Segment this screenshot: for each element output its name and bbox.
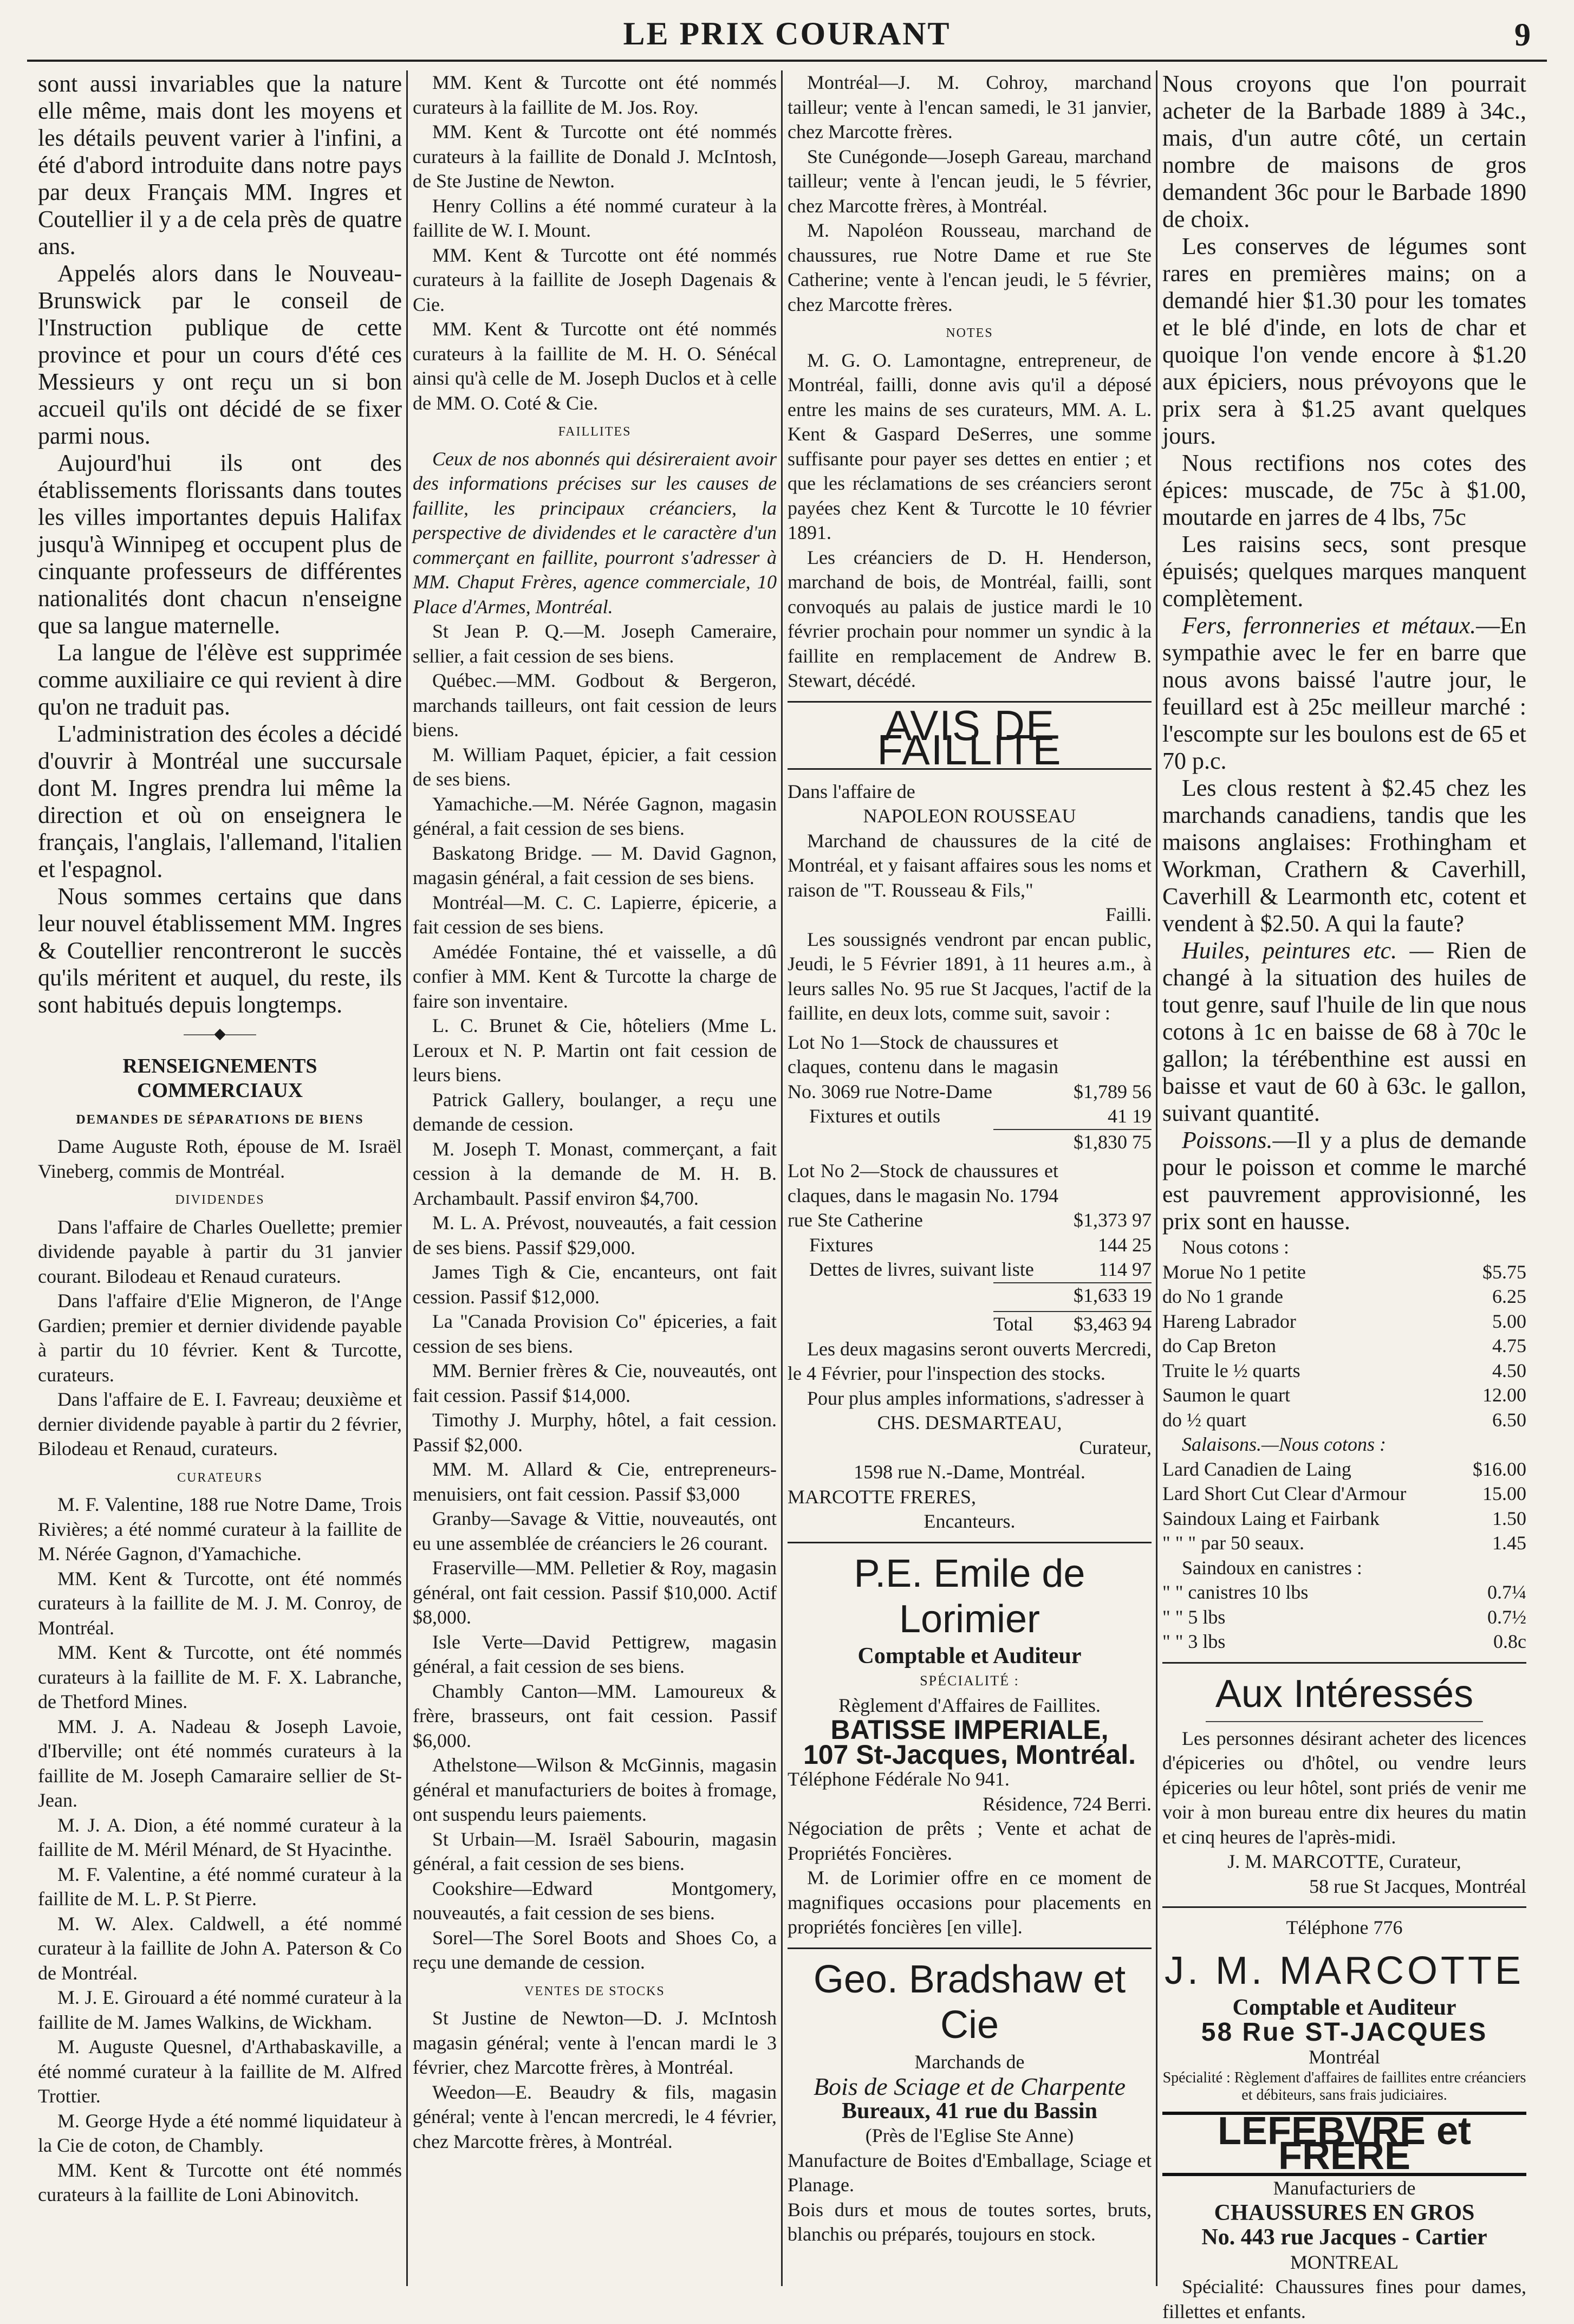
ad-role: Marchands de bbox=[914, 2050, 1025, 2073]
ad-body: Les personnes désirant acheter des licences d'épiceries ou d'hôtel, ou vendre leurs épiceries ou leur hôtel, sont priés de venir me voir à mon bureau entre dix heures du matin et cinq heures de l'après-midi. bbox=[1162, 1727, 1526, 1848]
ad-name: LEFEBVRE et FRERE bbox=[1162, 2112, 1526, 2176]
notice-item: M. William Paquet, épicier, a fait cession de ses biens. bbox=[413, 743, 777, 790]
divider bbox=[788, 1542, 1152, 1543]
price-item-value: 0.7½ bbox=[1487, 1606, 1526, 1628]
lot-row bbox=[788, 1257, 1152, 1282]
ad-city: Montréal bbox=[1309, 2046, 1380, 2068]
notice-item: St Justine de Newton—D. J. McIntosh magasin général; vente à l'encan mardi le 3 février, chez Marcotte frères, à Montréal. bbox=[413, 2007, 777, 2078]
paragraph-lead: Poissons. bbox=[1182, 1127, 1273, 1153]
price-item-name: do Cap Breton bbox=[1162, 1335, 1276, 1356]
article-paragraph bbox=[1162, 937, 1526, 1127]
ad-line: Règlement d'Affaires de Faillites. bbox=[838, 1694, 1101, 1716]
notice-item: M. George Hyde a été nommé liquidateur à la Cie de coton, de Chambly. bbox=[38, 2109, 402, 2156]
ad-lorimier bbox=[788, 1551, 1152, 1940]
curateur-name: CHS. DESMARTEAU, bbox=[877, 1412, 1062, 1433]
ad-city: MONTREAL bbox=[1290, 2251, 1399, 2273]
ad-specialite: Spécialité: Chaussures fines pour dames, fillettes et enfants. bbox=[1162, 2276, 1526, 2322]
subsection-heading: CURATEURS bbox=[177, 1470, 263, 1485]
ad-item: CHAUSSURES EN GROS bbox=[1214, 2200, 1475, 2225]
lot-1 bbox=[788, 1030, 1152, 1155]
column-rule bbox=[406, 70, 408, 2286]
ad-interesses bbox=[1162, 1671, 1526, 1899]
price-item-name: Lard Short Cut Clear d'Armour bbox=[1162, 1483, 1407, 1504]
price-item-name: Saindoux Laing et Fairbank bbox=[1162, 1507, 1380, 1529]
price-row bbox=[1162, 1334, 1526, 1359]
notice-item: M. Joseph T. Monast, commerçant, a fait cession à la demande de M. H. B. Archambault. Passif environ $4,700. bbox=[413, 1138, 777, 1209]
grand-total-label: Total bbox=[993, 1313, 1033, 1335]
notice-item: MM. Kent & Turcotte ont été nommés curateurs à la faillite de Joseph Dagenais & Cie. bbox=[413, 244, 777, 315]
lot-label: Lot No 1—Stock de chaussures et claques, contenu dans le magasin No. 3069 rue Notre-Dame bbox=[788, 1031, 1058, 1102]
price-row bbox=[1162, 1482, 1526, 1507]
price-item-value: 15.00 bbox=[1482, 1483, 1526, 1504]
paragraph-body: — Rien de changé à la situation des huiles de tout genre, sauf l'huile de lin que nous cotons à 1c en baisse de 68 à 70c le gallon; la térébenthine est aussi en baisse et vaut de 60 à 63c. le gallon, suivant quantité. bbox=[1162, 937, 1527, 1126]
price-item-value: 4.75 bbox=[1492, 1335, 1526, 1356]
ad-signature: J. M. MARCOTTE, Curateur, bbox=[1227, 1851, 1461, 1872]
avis-name: NAPOLEON ROUSSEAU bbox=[863, 805, 1076, 827]
lot-amount: 114 97 bbox=[1098, 1258, 1152, 1280]
ad-role: Manufacturiers de bbox=[1273, 2177, 1416, 2199]
ad-negociation: Négociation de prêts ; Vente et achat de Propriétés Foncières. bbox=[788, 1817, 1152, 1864]
notice-item: St Jean P. Q.—M. Joseph Cameraire, sellier, a fait cession de ses biens. bbox=[413, 620, 777, 667]
ad-bradshaw bbox=[788, 1957, 1152, 2247]
ad-address: Bureaux, 41 rue du Bassin bbox=[842, 2098, 1097, 2124]
notice-item: La "Canada Provision Co" épiceries, a fait cession de ses biens. bbox=[413, 1310, 777, 1357]
article-paragraph: Aujourd'hui ils ont des établissements florissants dans toutes les villes importantes depuis Halifax jusqu'à Winnipeg et occupent plus de cinquante professeurs de différentes nationalités dont chacun n'enseigne que sa langue maternelle. bbox=[38, 450, 402, 639]
ad-name: Geo. Bradshaw et Cie bbox=[813, 1957, 1126, 2047]
notice-item: Timothy J. Murphy, hôtel, a fait cession. Passif $2,000. bbox=[413, 1409, 777, 1456]
notice-item: Cookshire—Edward Montgomery, nouveautés, a fait cession de ses biens. bbox=[413, 1877, 777, 1924]
notice-item: MM. Kent & Turcotte ont été nommés curateurs à la faillite de Donald J. McIntosh, de Ste Justine de Newton. bbox=[413, 121, 777, 192]
price-row bbox=[1162, 1580, 1526, 1605]
notice-item: Sorel—The Sorel Boots and Shoes Co, a reçu une demande de cession. bbox=[413, 1926, 777, 1973]
newspaper-title: LE PRIX COURANT bbox=[623, 16, 951, 51]
price-item-value: $5.75 bbox=[1482, 1261, 1526, 1283]
paragraph-body: —En sympathie avec le fer en barre que nous avons baissé l'autre jour, le feuillard est à 25c meilleur marché : l'escompte sur les boulons est de 65 et 70 p.c. bbox=[1162, 612, 1526, 774]
notice-item: Québec.—MM. Godbout & Bergeron, marchands tailleurs, ont fait cession de leurs biens. bbox=[413, 670, 777, 741]
price-item-name: " " 3 lbs bbox=[1162, 1631, 1226, 1652]
price-item-value: 1.50 bbox=[1492, 1507, 1526, 1529]
price-item-value: 0.8c bbox=[1493, 1631, 1526, 1652]
lot-amount: $1,789 56 bbox=[1074, 1080, 1152, 1102]
ad-item: Bois de Sciage et de Charpente bbox=[813, 2073, 1126, 2100]
price-item-value: 4.50 bbox=[1492, 1359, 1526, 1381]
price-item-name: Morue No 1 petite bbox=[1162, 1261, 1306, 1283]
lot-row bbox=[788, 1233, 1152, 1258]
ad-specialite: Spécialité : Règlement d'affaires de faillites entre créanciers et débiteurs, sans frais judiciaires. bbox=[1162, 2069, 1526, 2104]
ad-specialite: SPÉCIALITÉ : bbox=[920, 1673, 1019, 1689]
price-item-name: Saumon le quart bbox=[1162, 1384, 1290, 1406]
avis-title: AVIS DE FAILLITE bbox=[788, 713, 1152, 770]
notice-item: M. L. A. Prévost, nouveautés, a fait cession de ses biens. Passif $29,000. bbox=[413, 1212, 777, 1258]
ad-name: P.E. Emile de Lorimier bbox=[854, 1552, 1085, 1641]
avis-failli: Failli. bbox=[1105, 904, 1152, 925]
notice-item: Dans l'affaire de Charles Ouellette; premier dividende payable à partir du 31 janvier courant. Bilodeau et Renaud curateurs. bbox=[38, 1216, 402, 1287]
notice-item: Les créanciers de D. H. Henderson, marchand de bois, de Montréal, failli, sont convoqués au palais de justice mardi le 10 février prochain pour nommer un syndic à la faillite en remplacement de Andrew B. Stewart, décédé. bbox=[788, 546, 1152, 691]
ad-role: Comptable et Auditeur bbox=[1232, 1995, 1456, 2020]
avis-paragraph: Pour plus amples informations, s'adresser à bbox=[807, 1387, 1144, 1409]
page-header bbox=[27, 11, 1547, 62]
ad-telephone: Téléphone 776 bbox=[1286, 1917, 1403, 1938]
page-number: 9 bbox=[1514, 17, 1531, 53]
avis-body: Les soussignés vendront par encan public, Jeudi, le 5 Février 1891, à 11 heures a.m., à leurs salles No. 95 rue St Jacques, l'actif de la faillite, en deux lots, comme suit, savoir : bbox=[788, 928, 1152, 1024]
notice-item: M. J. E. Girouard a été nommé curateur à la faillite de M. James Walkins, de Wickham. bbox=[38, 1987, 402, 2033]
notice-item: Dans l'affaire d'Elie Migneron, de l'Ange Gardien; premier et dernier dividende payable à partir du 10 février. Kent & Turcotte, curateurs. bbox=[38, 1290, 402, 1386]
lot-row bbox=[788, 1030, 1152, 1105]
article-paragraph bbox=[1162, 612, 1526, 775]
lot-amount: 144 25 bbox=[1098, 1234, 1152, 1256]
lot-label: Lot No 2—Stock de chaussures et claques, dans le magasin No. 1794 rue Ste Catherine bbox=[788, 1160, 1058, 1231]
lot-total: $1,633 19 bbox=[1074, 1284, 1152, 1306]
notice-item: Amédée Fontaine, thé et vaisselle, a dû confier à MM. Kent & Turcotte la charge de faire son inventaire. bbox=[413, 940, 777, 1012]
notice-item: MM. Kent & Turcotte, ont été nommés curateurs à la faillite de M. J. M. Conroy, de Montréal. bbox=[38, 1567, 402, 1639]
newspaper-page bbox=[27, 11, 1547, 2322]
ad-telephone: Téléphone Fédérale No 941. bbox=[788, 1768, 1010, 1790]
divider bbox=[1162, 1906, 1526, 1908]
price-item-name: Hareng Labrador bbox=[1162, 1310, 1296, 1332]
notice-item: MM. Kent & Turcotte ont été nommés curateurs à la faillite de M. H. O. Sénécal ainsi qu'à celle de M. Joseph Duclos et à celle de MM. O. Coté & Cie. bbox=[413, 318, 777, 414]
column-1 bbox=[38, 70, 402, 2286]
ad-manufacture: Manufacture de Boites d'Emballage, Sciage et Planage. bbox=[788, 2149, 1152, 2196]
price-item-name: Lard Canadien de Laing bbox=[1162, 1458, 1351, 1480]
lot-total-row bbox=[993, 1129, 1152, 1155]
price-list-heading: Saindoux en canistres : bbox=[1182, 1556, 1362, 1579]
article-paragraph: sont aussi invariables que la nature elle même, mais dont les moyens et les détails peuvent varier à l'infini, a été d'abord introduite dans notre pays par deux Français MM. Ingres et Coutellier il y a de cela près de quatre ans. bbox=[38, 70, 402, 259]
price-row bbox=[1162, 1383, 1526, 1408]
divider bbox=[788, 1948, 1152, 1949]
price-item-value: $16.00 bbox=[1473, 1458, 1526, 1480]
notice-item: Patrick Gallery, boulanger, a reçu une demande de cession. bbox=[413, 1088, 777, 1135]
article-paragraph: Appelés alors dans le Nouveau-Brunswick par le conseil de l'Instruction publique de cette province et pour un cours d'été ces Messieurs y ont reçu un si bon accueil qu'ils ont décidé de se fixer parmi nous. bbox=[38, 260, 402, 449]
notice-item: James Tigh & Cie, encanteurs, ont fait cession. Passif $12,000. bbox=[413, 1261, 777, 1308]
article-paragraph: Les raisins secs, sont presque épuisés; quelques marques manquent complètement. bbox=[1162, 531, 1526, 612]
notice-item: MM. M. Allard & Cie, entrepreneurs-menuisiers, ont fait cession. Passif $3,000 bbox=[413, 1458, 777, 1505]
faillites-note: Ceux de nos abonnés qui désireraient avoir des informations précises sur les causes de faillite, les principaux créanciers, la perspective de dividendes et le caractère d'un commerçant en faillite, pourront s'adresser à MM. Chaput Frères, agence commerciale, 10 Place d'Armes, Montréal. bbox=[413, 447, 777, 618]
price-item-name: do No 1 grande bbox=[1162, 1286, 1283, 1307]
price-item-value: 0.7¼ bbox=[1487, 1581, 1526, 1603]
price-item-name: " " 5 lbs bbox=[1162, 1606, 1226, 1628]
lot-label: Fixtures bbox=[809, 1234, 874, 1256]
ad-role: Comptable et Auditeur bbox=[857, 1643, 1082, 1669]
notice-item: St Urbain—M. Israël Sabourin, magasin général, a fait cession de ses biens. bbox=[413, 1828, 777, 1874]
grand-total-row bbox=[993, 1311, 1152, 1337]
notice-item: Henry Collins a été nommé curateur à la faillite de W. I. Mount. bbox=[413, 194, 777, 241]
article-paragraph: Nous rectifions nos cotes des épices: muscade, de 75c à $1.00, moutarde en jarres de 4 lbs, 75c bbox=[1162, 450, 1526, 530]
avis-description: Marchand de chaussures de la cité de Montréal, et y faisant affaires sous les noms et raison de "T. Rousseau & Fils," bbox=[788, 829, 1152, 901]
notice-item: L. C. Brunet & Cie, hôteliers (Mme L. Leroux et N. P. Martin ont fait cession de leurs biens. bbox=[413, 1015, 777, 1086]
notice-item: MM. Kent & Turcotte ont été nommés curateurs à la faillite de Loni Abinovitch. bbox=[38, 2159, 402, 2205]
notice-item: MM. Bernier frères & Cie, nouveautés, ont fait cession. Passif $14,000. bbox=[413, 1360, 777, 1406]
curateur-address: 1598 rue N.-Dame, Montréal. bbox=[854, 1461, 1085, 1483]
notice-item: M. F. Valentine, a été nommé curateur à la faillite de M. L. P. St Pierre. bbox=[38, 1863, 402, 1910]
price-list-heading: Nous cotons : bbox=[1182, 1236, 1289, 1258]
notice-item: Dans l'affaire de E. I. Favreau; deuxième et dernier dividende payable à partir du 2 février, Bilodeau et Renaud, curateurs. bbox=[38, 1388, 402, 1459]
price-row bbox=[1162, 1531, 1526, 1556]
subsection-heading: NOTES bbox=[946, 326, 993, 340]
price-row bbox=[1162, 1260, 1526, 1285]
lot-total: $1,830 75 bbox=[1074, 1131, 1152, 1153]
lot-row bbox=[788, 1159, 1152, 1233]
notice-item: Athelstone—Wilson & McGinnis, magasin général et manufacturiers de boites à fromage, ont suspendu leurs paiements. bbox=[413, 1754, 777, 1825]
notice-item: MM. J. A. Nadeau & Joseph Lavoie, d'Iberville; ont été nommés curateurs à la faillite de M. Joseph Camaraire sellier de St-Jean. bbox=[38, 1715, 402, 1811]
notice-item: M. W. Alex. Caldwell, a été nommé curateur à la faillite de John A. Paterson & Co de Montréal. bbox=[38, 1912, 402, 1984]
salaisons-price-list bbox=[1162, 1457, 1526, 1556]
price-item-name: " " " par 50 seaux. bbox=[1162, 1532, 1305, 1554]
price-item-value: 6.25 bbox=[1492, 1286, 1526, 1307]
paragraph-lead: Huiles, peintures etc. bbox=[1182, 937, 1397, 964]
ad-address: 58 Rue ST-JACQUES bbox=[1201, 2018, 1488, 2047]
lot-row bbox=[788, 1104, 1152, 1129]
column-4 bbox=[1162, 70, 1527, 2322]
divider bbox=[1162, 1662, 1526, 1664]
price-row bbox=[1162, 1507, 1526, 1531]
ad-bois: Bois durs et mous de toutes sortes, bruts, blanchis ou préparés, toujours en stock. bbox=[788, 2198, 1152, 2245]
column-rule bbox=[781, 70, 783, 2286]
price-item-value: 5.00 bbox=[1492, 1310, 1526, 1332]
notice-item: Ste Cunégonde—Joseph Gareau, marchand tailleur; vente à l'encan jeudi, le 5 février, chez Marcotte frères, à Montréal. bbox=[788, 145, 1152, 217]
price-list-heading: Salaisons.—Nous cotons : bbox=[1182, 1433, 1387, 1455]
column-rule bbox=[1156, 70, 1157, 2286]
article-paragraph: Nous croyons que l'on pourrait acheter de la Barbade 1889 à 34c., mais, d'un autre côté, un certain nombre de maisons de gros demandent 36c pour le Barbade 1890 de choix. bbox=[1162, 70, 1526, 232]
ad-marcotte bbox=[1162, 1916, 1526, 2104]
ad-residence: Résidence, 724 Berri. bbox=[983, 1793, 1152, 1815]
encanteurs-title: Encanteurs. bbox=[923, 1510, 1016, 1532]
subsection-heading: FAILLITES bbox=[558, 425, 632, 439]
notice-item: M. J. A. Dion, a été nommé curateur à la faillite de M. Méril Ménard, de St Hyacinthe. bbox=[38, 1814, 402, 1860]
price-row bbox=[1162, 1359, 1526, 1384]
lot-label: Fixtures et outils bbox=[809, 1105, 940, 1127]
article-paragraph: L'administration des écoles a décidé d'ouvrir à Montréal une succursale dont M. Ingres prendra lui même la direction et où on enseignera le français, l'anglais, l'allemand, l'italien et l'espagnol. bbox=[38, 720, 402, 882]
notice-item: Granby—Savage & Vittie, nouveautés, ont eu une assemblée de créanciers le 26 courant. bbox=[413, 1508, 777, 1554]
notice-item: Weedon—E. Beaudry & fils, magasin général; vente à l'encan mercredi, le 4 février, chez Marcotte frères, à Montréal. bbox=[413, 2081, 777, 2152]
ad-near: (Près de l'Eglise Ste Anne) bbox=[865, 2125, 1074, 2146]
fish-price-list bbox=[1162, 1260, 1526, 1433]
notice-item: Baskatong Bridge. — M. David Gagnon, magasin général, a fait cession de ses biens. bbox=[413, 842, 777, 888]
ad-building: BATISSE IMPERIALE, bbox=[830, 1715, 1109, 1745]
subsection-heading: DEMANDES DE SÉPARATIONS DE BIENS bbox=[76, 1112, 364, 1127]
price-item-name: Truite le ½ quarts bbox=[1162, 1359, 1300, 1381]
notice-item: M. F. Valentine, 188 rue Notre Dame, Trois Rivières; a été nommé curateur à la faillite de M. Nérée Gagnon, d'Yamachiche. bbox=[38, 1494, 402, 1565]
section-heading: RENSEIGNEMENTS COMMERCIAUX bbox=[122, 1054, 317, 1102]
ad-offer: M. de Lorimier offre en ce moment de magnifiques occasions pour placements en propriétés foncières [en ville]. bbox=[788, 1867, 1152, 1938]
notice-item: Dame Auguste Roth, épouse de M. Israël Vineberg, commis de Montréal. bbox=[38, 1135, 402, 1182]
ornament-divider: ——◆—— bbox=[184, 1025, 256, 1042]
notice-item: Fraserville—MM. Pelletier & Roy, magasin général, ont fait cession. Passif $10,000. Actif $8,000. bbox=[413, 1557, 777, 1628]
subsection-heading: VENTES DE STOCKS bbox=[524, 1984, 665, 1998]
notice-item: MM. Kent & Turcotte ont été nommés curateurs à la faillite de M. Jos. Roy. bbox=[413, 72, 777, 118]
article-paragraph bbox=[1162, 1127, 1526, 1235]
ad-name: J. M. MARCOTTE bbox=[1165, 1949, 1524, 1992]
price-item-value: 1.45 bbox=[1492, 1532, 1526, 1554]
notice-item: Yamachiche.—M. Nérée Gagnon, magasin général, a fait cession de ses biens. bbox=[413, 793, 777, 839]
grand-total: $3,463 94 bbox=[1074, 1313, 1152, 1335]
lot-total-row bbox=[993, 1282, 1152, 1308]
lot-amount: $1,373 97 bbox=[1074, 1209, 1152, 1231]
price-row bbox=[1162, 1630, 1526, 1654]
notice-item: Isle Verte—David Pettigrew, magasin général, a fait cession de ses biens. bbox=[413, 1631, 777, 1677]
subsection-heading: DIVIDENDES bbox=[175, 1193, 265, 1207]
ad-address: 58 rue St Jacques, Montréal bbox=[1309, 1875, 1526, 1897]
notice-item: M. Auguste Quesnel, d'Arthabaskaville, a été nommé curateur à la faillite de M. Alfred Trottier. bbox=[38, 2036, 402, 2107]
price-row bbox=[1162, 1284, 1526, 1309]
price-item-name: " " canistres 10 lbs bbox=[1162, 1581, 1309, 1603]
article-paragraph: La langue de l'élève est supprimée comme auxiliaire ce qui revient à dire qu'on ne traduit pas. bbox=[38, 639, 402, 720]
lot-2 bbox=[788, 1159, 1152, 1337]
divider bbox=[1206, 1721, 1483, 1722]
column-3 bbox=[788, 70, 1152, 2286]
price-row bbox=[1162, 1605, 1526, 1630]
price-item-value: 6.50 bbox=[1492, 1408, 1526, 1431]
ad-title: Aux Intéressés bbox=[1215, 1672, 1474, 1716]
ad-address: No. 443 rue Jacques - Cartier bbox=[1201, 2225, 1487, 2250]
price-row bbox=[1162, 1457, 1526, 1482]
notice-item: Chambly Canton—MM. Lamoureux & frère, brasseurs, ont fait cession. Passif $6,000. bbox=[413, 1680, 777, 1751]
notice-item: Montréal—J. M. Cohroy, marchand tailleur; vente à l'encan samedi, le 31 janvier, chez Marcotte frères. bbox=[788, 72, 1152, 142]
price-row bbox=[1162, 1309, 1526, 1334]
ad-lefebvre bbox=[1162, 2109, 1526, 2324]
lot-amount: 41 19 bbox=[1108, 1105, 1152, 1127]
saindoux-price-list bbox=[1162, 1580, 1526, 1654]
article-paragraph: Les conserves de légumes sont rares en premières mains; on a demandé hier $1.30 pour les tomates et le blé d'inde, en lots de char et quoique l'on vende encore à $1.20 aux épiciers, nous prévoyons que le prix sera à $1.25 avant quelques jours. bbox=[1162, 233, 1526, 449]
avis-affaire: Dans l'affaire de bbox=[788, 780, 915, 802]
paragraph-lead: Fers, ferronneries et métaux. bbox=[1182, 612, 1477, 639]
column-2 bbox=[413, 70, 777, 2286]
notice-item: Montréal—M. C. C. Lapierre, épicerie, a fait cession de ses biens. bbox=[413, 891, 777, 938]
avis-paragraph: Les deux magasins seront ouverts Mercredi, le 4 Février, pour l'inspection des stocks. bbox=[788, 1338, 1152, 1384]
encanteurs-name: MARCOTTE FRERES, bbox=[788, 1485, 977, 1508]
lot-label: Dettes de livres, suivant liste bbox=[809, 1258, 1034, 1280]
notice-item: M. G. O. Lamontagne, entrepreneur, de Montréal, failli, donne avis qu'il a déposé entre les mains de ses curateurs, MM. A. L. Kent & Gaspard DeSerres, une somme suffisante pour payer ses dettes en entier ; et que les réclamations de ses créanciers seront payées chez Kent & Turcotte le 10 février 1891. bbox=[788, 349, 1152, 543]
price-row bbox=[1162, 1408, 1526, 1433]
price-item-name: do ½ quart bbox=[1162, 1408, 1246, 1431]
ad-address: 107 St-Jacques, Montréal. bbox=[803, 1739, 1136, 1770]
curateur-title: Curateur, bbox=[1079, 1436, 1152, 1458]
paragraph-body: —Il y a plus de demande pour le poisson et comme le marché est pauvrement approvisionné, les prix sont en hausse. bbox=[1162, 1127, 1526, 1235]
article-paragraph: Les clous restent à $2.45 chez les marchands canadiens, tandis que les maisons anglaises: Frothingham et Workman, Crathern & Caverhill, Caverhill & Learmonth etc, cotent et vendent à $2.50. A qui la faute? bbox=[1162, 775, 1526, 937]
price-item-value: 12.00 bbox=[1482, 1384, 1526, 1406]
notice-item: M. Napoléon Rousseau, marchand de chaussures, rue Notre Dame et rue Ste Catherine; vente à l'encan jeudi, le 5 février, chez Marcotte frères. bbox=[788, 219, 1152, 315]
article-paragraph: Nous sommes certains que dans leur nouvel établissement MM. Ingres & Coutellier rencontreront le succès qu'ils méritent et auquel, du reste, ils sont habitués depuis longtemps. bbox=[38, 883, 402, 1018]
notice-item: MM. Kent & Turcotte, ont été nommés curateurs à la faillite de M. F. X. Labranche, de Thetford Mines. bbox=[38, 1641, 402, 1712]
